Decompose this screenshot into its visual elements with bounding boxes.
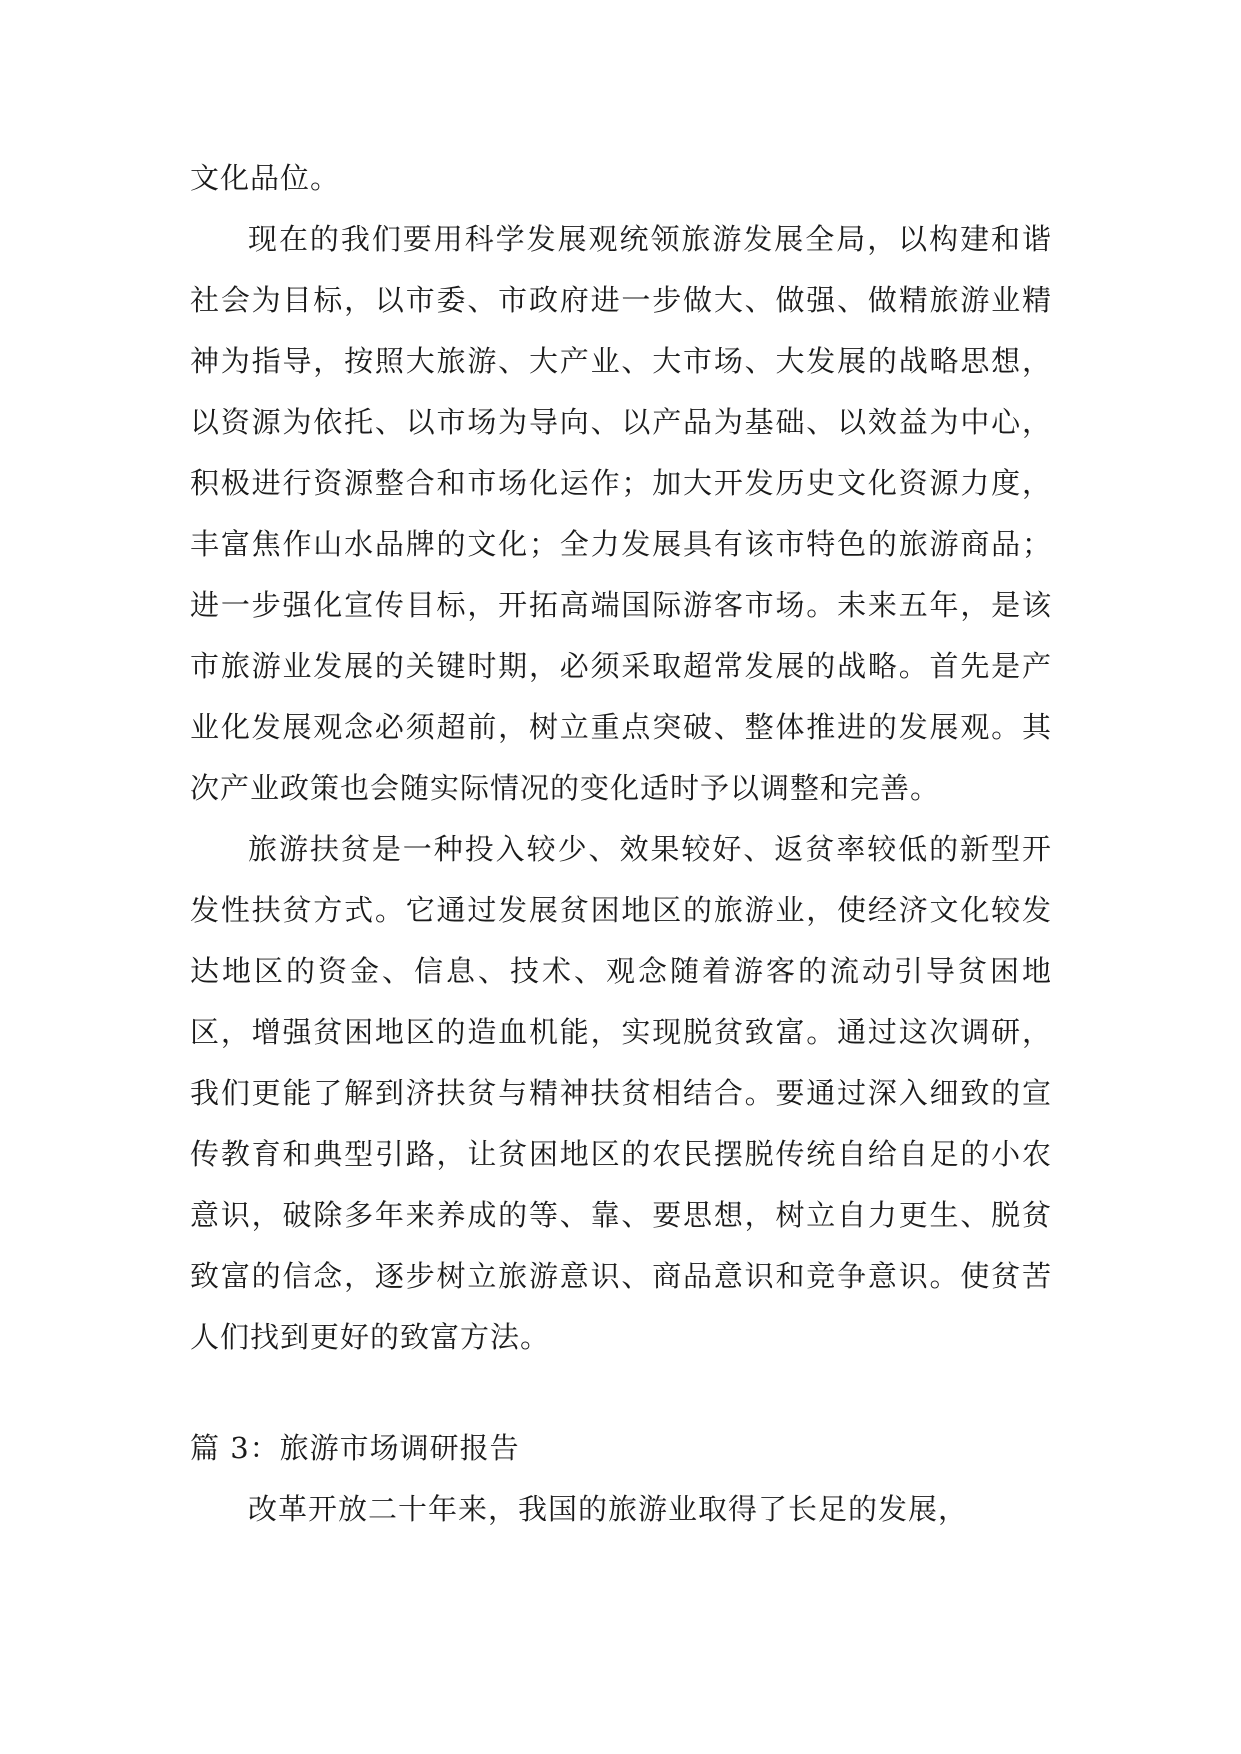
paragraph-tourism-poverty-alleviation: 旅游扶贫是一种投入较少、效果较好、返贫率较低的新型开发性扶贫方式。它通过发展贫困地区的旅游业，使经济文化较发达地区的资金、信息、技术、观念随着游客的流动引导贫困地区，增强贫困地区的造血机能，实现脱贫致富。通过这次调研，我们更能了解到济扶贫与精神扶贫相结合。要通过深入细致的宣传教育和典型引路，让贫困地区的农民摆脱传统自给自足的小农意识，破除多年来养成的等、靠、要思想，树立自力更生、脱贫致富的信念，逐步树立旅游意识、商品意识和竞争意识。使贫苦人们找到更好的致富方法。	[190, 832, 1052, 1354]
section-heading: 篇 3：旅游市场调研报告	[190, 1431, 520, 1465]
paragraph-tourism-development: 现在的我们要用科学发展观统领旅游发展全局，以构建和谐社会为目标，以市委、市政府进一步做大、做强、做精旅游业精神为指导，按照大旅游、大产业、大市场、大发展的战略思想，以资源为依托、以市场为导向、以产品为基础、以效益为中心，积极进行资源整合和市场化运作；加大开发历史文化资源力度，丰富焦作山水品牌的文化；全力发展具有该市特色的旅游商品；进一步强化宣传目标，开拓高端国际游客市场。未来五年，是该市旅游业发展的关键时期，必须采取超常发展的战略。首先是产业化发展观念必须超前，树立重点突破、整体推进的发展观。其次产业政策也会随实际情况的变化适时予以调整和完善。	[190, 222, 1052, 805]
paragraph-continuation: 文化品位。	[190, 161, 341, 195]
paragraph-section-intro: 改革开放二十年来，我国的旅游业取得了长足的发展，	[248, 1492, 969, 1526]
document-body	[190, 148, 1052, 1540]
